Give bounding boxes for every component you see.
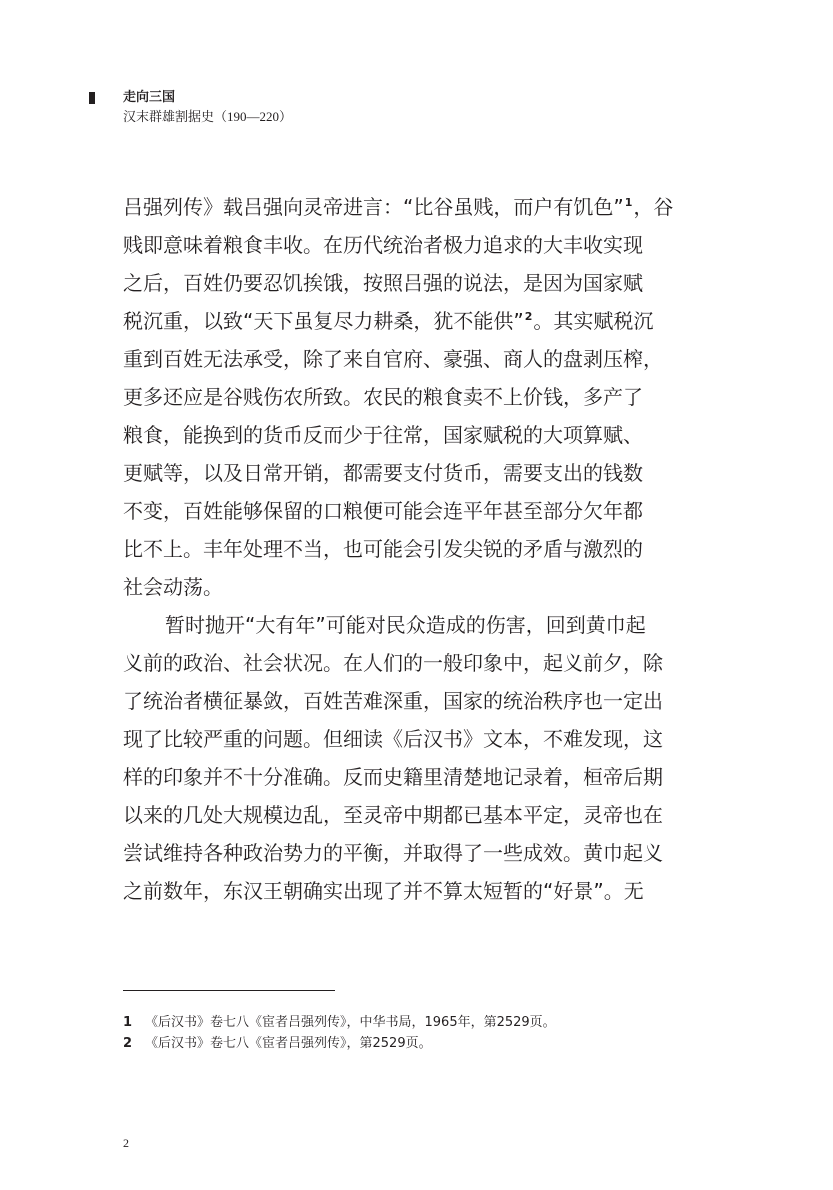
footnotes xyxy=(123,1012,556,1054)
body-line xyxy=(123,492,668,530)
footnote-text: 《后汉书》卷七八《宦者吕强列传》，第2529页。 xyxy=(145,1036,432,1051)
body-line xyxy=(123,454,668,492)
body-line xyxy=(123,644,668,682)
body-line-text: 现了比较严重的问题。但细读《后汉书》文本，不难发现，这 xyxy=(123,727,663,751)
body-line-text: 贱即意味着粮食丰收。在历代统治者极力追求的大丰收实现 xyxy=(123,233,643,257)
body-line-text: 吕强列传》载吕强向灵帝进言：“比谷虽贱，而户有饥色” xyxy=(123,195,624,219)
header-marker xyxy=(89,92,95,104)
body-line-text: 样的印象并不十分准确。反而史籍里清楚地记录着，桓帝后期 xyxy=(123,765,663,789)
footnote-divider xyxy=(123,990,335,991)
body-line-text: 尝试维持各种政治势力的平衡，并取得了一些成效。黄巾起义 xyxy=(123,841,663,865)
body-line-text: 以来的几处大规模边乱，至灵帝中期都已基本平定，灵帝也在 xyxy=(123,803,663,827)
body-line-text: 义前的政治、社会状况。在人们的一般印象中，起义前夕，除 xyxy=(123,651,663,675)
footnote xyxy=(123,1012,556,1033)
body-line-text: 了统治者横征暴敛，百姓苦难深重，国家的统治秩序也一定出 xyxy=(123,689,663,713)
footnote-number: 1 xyxy=(123,1015,133,1030)
body-line-text: 比不上。丰年处理不当，也可能会引发尖锐的矛盾与激烈的 xyxy=(123,537,643,561)
body-line-text: 之前数年，东汉王朝确实出现了并不算太短暂的“好景”。无 xyxy=(123,879,644,903)
body-line-text: 更多还应是谷贱伤农所致。农民的粮食卖不上价钱，多产了 xyxy=(123,385,643,409)
body-line xyxy=(123,568,668,606)
body-line xyxy=(123,530,668,568)
body-line xyxy=(123,226,668,264)
body-line xyxy=(123,606,668,644)
body-line xyxy=(123,796,668,834)
footnote-text: 《后汉书》卷七八《宦者吕强列传》，中华书局，1965年，第2529页。 xyxy=(145,1015,556,1030)
body-line xyxy=(123,340,668,378)
body-line-text: 重到百姓无法承受，除了来自官府、豪强、商人的盘剥压榨， xyxy=(123,347,663,371)
body-line xyxy=(123,378,668,416)
body-line-text: 更赋等，以及日常开销，都需要支付货币，需要支出的钱数 xyxy=(123,461,643,485)
footnote xyxy=(123,1033,556,1054)
body-line-text: 税沉重，以致“天下虽复尽力耕桑，犹不能供” xyxy=(123,309,524,333)
footnote-reference[interactable]: 2 xyxy=(524,310,533,323)
body-line-text: 粮食，能换到的货币反而少于往常，国家赋税的大项算赋、 xyxy=(123,423,643,447)
body-line-text: 社会动荡。 xyxy=(123,575,223,599)
body-line-text: 。其实赋税沉 xyxy=(533,309,654,333)
body-line-text: 暂时抛开“大有年”可能对民众造成的伤害，回到黄巾起 xyxy=(165,613,646,637)
body-line xyxy=(123,682,668,720)
footnote-number: 2 xyxy=(123,1036,133,1051)
body-line xyxy=(123,720,668,758)
body-line xyxy=(123,264,668,302)
body-line xyxy=(123,758,668,796)
body-line xyxy=(123,872,668,910)
body-line xyxy=(123,416,668,454)
body-text xyxy=(123,188,674,910)
body-line-text: 之后，百姓仍要忍饥挨饿，按照吕强的说法，是因为国家赋 xyxy=(123,271,643,295)
page-number: 2 xyxy=(123,1136,129,1150)
body-line xyxy=(123,188,674,226)
body-line xyxy=(123,302,668,340)
book-subtitle: 汉末群雄割据史（190—220） xyxy=(123,109,293,124)
body-line-text: 不变，百姓能够保留的口粮便可能会连平年甚至部分欠年都 xyxy=(123,499,643,523)
body-line xyxy=(123,834,668,872)
book-title: 走向三国 xyxy=(123,90,176,105)
footnote-reference[interactable]: 1 xyxy=(624,196,633,209)
body-line-text: ，谷 xyxy=(633,195,674,219)
